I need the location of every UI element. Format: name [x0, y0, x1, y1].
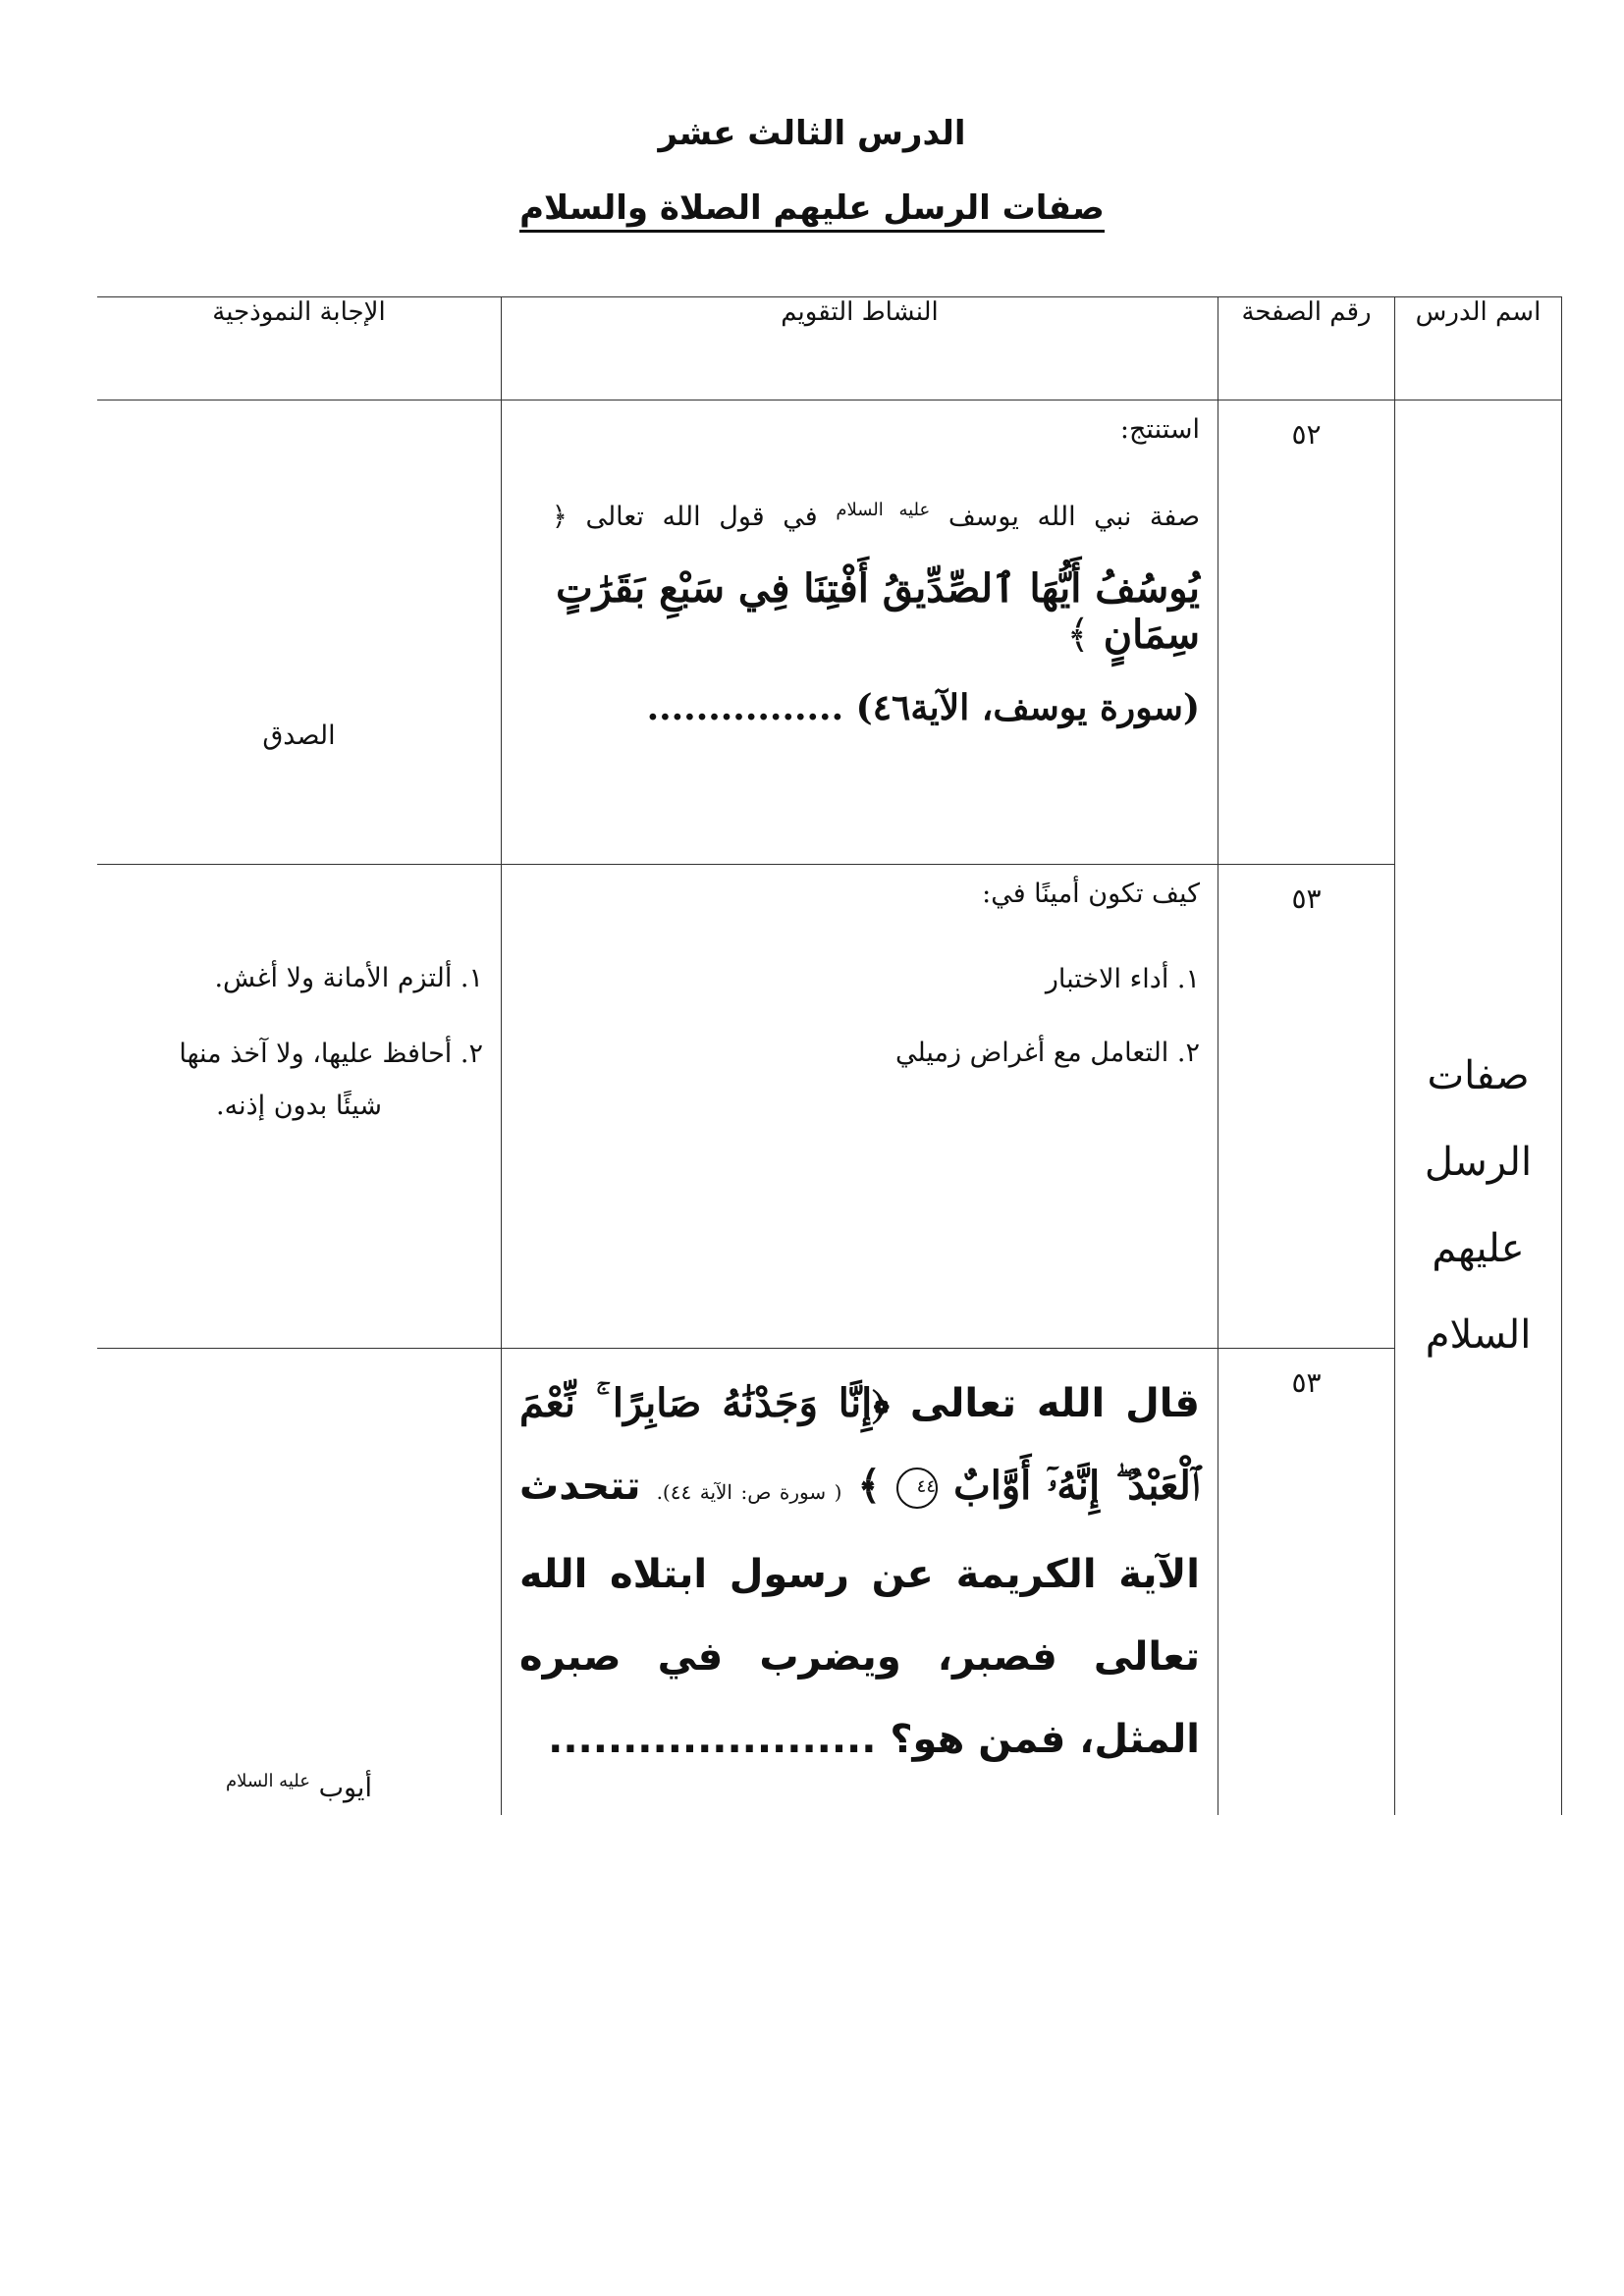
table-header-row	[97, 297, 1562, 400]
sentence-text: صفة نبي الله يوسف	[947, 502, 1200, 532]
activity-paragraph	[519, 1362, 1200, 1781]
page-number-cell: ٥٣	[1218, 1349, 1395, 1816]
answer-cell	[97, 865, 502, 1349]
quran-verse	[519, 565, 1200, 658]
activity-cell	[502, 400, 1218, 865]
table-row	[97, 1349, 1562, 1816]
lesson-name-line: الرسل	[1424, 1139, 1533, 1185]
activity-lead: قال الله تعالى	[909, 1381, 1200, 1426]
header-lesson-name: اسم الدرس	[1395, 297, 1562, 400]
pbuh-mark: عليه السلام	[836, 500, 931, 520]
activity-prompt: استنتج:	[1119, 414, 1200, 445]
page-number-cell: ٥٣	[1218, 865, 1395, 1349]
verse-reference: ( سورة ص: الآية ٤٤).	[656, 1480, 842, 1504]
answer-cell	[97, 400, 502, 865]
table-row	[97, 865, 1562, 1349]
activity-item: ٢. التعامل مع أغراض زميلي	[894, 1038, 1200, 1068]
header-page-number: رقم الصفحة	[1218, 297, 1395, 400]
lesson-name-line: عليهم	[1432, 1225, 1525, 1271]
lesson-number: الدرس الثالث عشر	[658, 114, 966, 153]
activity-question: تتحدث الآية الكريمة عن رسول ابتلاه الله تعالى فصبر، ويضرب في صبره المثل، فمن هو؟ ......................	[519, 1464, 1200, 1762]
answer-line: ٢. أحافظ عليها، ولا آخذ منها	[179, 1039, 483, 1069]
activity-cell	[502, 1349, 1218, 1816]
lesson-title	[0, 188, 1624, 228]
answer-text	[97, 1349, 501, 1803]
verse-number-badge: ٤٤	[896, 1468, 938, 1509]
lesson-title-text: صفات الرسل عليهم الصلاة والسلام	[519, 188, 1105, 233]
activity-item: ١. أداء الاختبار	[1045, 964, 1200, 994]
lesson-name-line: السلام	[1425, 1311, 1532, 1358]
ornament-close: ﴾	[857, 1463, 881, 1509]
ornament-open: ﴿	[552, 502, 568, 532]
answer-line: ١. ألتزم الأمانة ولا أغش.	[214, 963, 483, 993]
header-model-answer: الإجابة النموذجية	[97, 297, 502, 400]
verse-text: يُوسُفُ أَيُّهَا ٱلصِّدِّيقُ أَفْتِنَا فِي سَبْعِ بَقَرَٰتٍ سِمَانٍ	[556, 565, 1200, 658]
activity-cell	[502, 865, 1218, 1349]
quran-verse: ﴿إِنَّا وَجَدْنَٰهُ صَابِرًا ۚ نِّعْمَ ٱلْعَبْدُ ۖ إِنَّهُۥٓ أَوَّابٌ	[519, 1380, 1200, 1509]
answer-line: شيئًا بدون إذنه.	[216, 1091, 382, 1121]
answer-text: الصدق	[262, 721, 336, 751]
pbuh-mark: عليه السلام	[226, 1771, 310, 1791]
activity-prompt: كيف تكون أمينًا في:	[982, 879, 1200, 909]
lesson-table	[97, 296, 1562, 1815]
header-activity: النشاط التقويم	[502, 297, 1218, 400]
lesson-table-container	[97, 296, 1562, 1815]
lesson-name-line: صفات	[1427, 1052, 1530, 1098]
answer-cell	[97, 1349, 502, 1816]
sentence-tail: في قول الله تعالى	[585, 502, 818, 532]
activity-sentence	[519, 500, 1200, 532]
ornament-close: ﴾	[1066, 613, 1090, 658]
page-number-cell: ٥٢	[1218, 400, 1395, 865]
lesson-name-cell	[1395, 400, 1562, 1816]
answer-name: أيوب	[318, 1773, 372, 1803]
verse-reference: (سورة يوسف، الآية٤٦) ................	[646, 687, 1200, 728]
table-row	[97, 400, 1562, 865]
